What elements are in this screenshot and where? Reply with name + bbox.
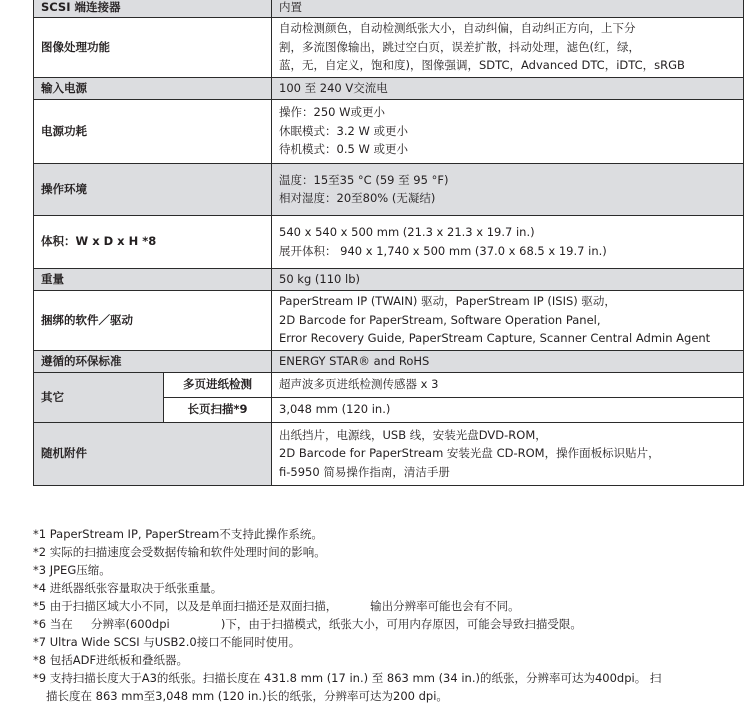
footnote: *5 由于扫描区域大小不同，以及是单面扫描还是双面扫描， 输出分辨率可能也会有不同。	[33, 599, 520, 613]
value-line: 自动检测颜色，自动检测纸张大小，自动纠偏，自动纠正方向，上下分	[279, 21, 636, 36]
footnotes	[33, 525, 748, 705]
row-label: 遵循的环保标准	[34, 350, 272, 372]
spec-row-software	[34, 290, 744, 350]
row-value	[272, 99, 744, 163]
value-line: 待机模式：0.5 W 或更小	[279, 142, 408, 157]
spec-row-power-input	[34, 77, 744, 99]
spec-row-environment	[34, 163, 744, 215]
footnote: *3 JPEG压缩。	[33, 563, 111, 577]
value-line: 蓝，无，自定义，饱和度)，图像强调，SDTC，Advanced DTC，iDTC，sRGB	[279, 58, 685, 73]
row-value: 50 kg (110 lb)	[272, 268, 744, 290]
value-line: 2D Barcode for PaperStream 安装光盘 CD-ROM，操作面板标识贴片，	[279, 446, 660, 461]
row-value	[272, 215, 744, 268]
footnote: *9 支持扫描长度大于A3的纸张。扫描长度在 431.8 mm (17 in.) 至 863 mm (34 in.)的纸张，分辨率可达为400dpi。 扫	[33, 671, 662, 685]
row-value: 3,048 mm (120 in.)	[272, 397, 744, 422]
footnote: *6 当在 分辨率(600dpi )下，由于扫描模式，纸张大小，可用内存原因，可能会导致扫描受限。	[33, 617, 582, 631]
row-value	[272, 163, 744, 215]
value-line: Error Recovery Guide, PaperStream Capture, Scanner Central Admin Agent	[279, 331, 711, 346]
footnote: *2 实际的扫描速度会受数据传输和软件处理时间的影响。	[33, 545, 326, 559]
value-line: PaperStream IP (TWAIN) 驱动，PaperStream IP (ISIS) 驱动，	[279, 294, 616, 309]
spec-row-other-multifeed	[34, 372, 744, 397]
spec-table	[33, 0, 744, 486]
footnote: *1 PaperStream IP, PaperStream不支持此操作系统。	[33, 527, 323, 541]
row-value	[272, 17, 744, 77]
row-label: 重量	[34, 268, 272, 290]
sub-label: 多页进纸检测	[164, 372, 272, 397]
spec-row-dimensions	[34, 215, 744, 268]
row-label: 其它	[34, 372, 164, 422]
row-label: 图像处理功能	[34, 17, 272, 77]
row-label: 输入电源	[34, 77, 272, 99]
spec-row-environmental-standard	[34, 350, 744, 372]
spec-row-scsi	[34, 0, 744, 17]
row-label: SCSI 端连接器	[34, 0, 272, 17]
value-line: 割，多流图像输出，跳过空白页，误差扩散，抖动处理，滤色(红，绿，	[279, 39, 640, 54]
row-value	[272, 422, 744, 485]
row-value: 超声波多页进纸检测传感器 x 3	[272, 372, 744, 397]
value-line: 540 x 540 x 500 mm (21.3 x 21.3 x 19.7 in.)	[279, 225, 535, 239]
value-line: 出纸挡片，电源线，USB 线，安装光盘DVD-ROM，	[279, 427, 547, 442]
value-line: 相对湿度：20至80% (无凝结)	[279, 191, 436, 205]
footnote: *4 进纸器纸张容量取决于纸张重量。	[33, 581, 223, 595]
row-label: 电源功耗	[34, 99, 272, 163]
spec-row-image-processing	[34, 17, 744, 77]
row-value: ENERGY STAR® and RoHS	[272, 350, 744, 372]
row-label: 体积：W x D x H *8	[34, 215, 272, 268]
row-label: 操作环境	[34, 163, 272, 215]
value-line: fi-5950 简易操作指南，清洁手册	[279, 464, 450, 479]
value-line: 温度：15至35 °C (59 至 95 °F)	[279, 172, 449, 187]
spec-row-weight	[34, 268, 744, 290]
value-line: 展开体积： 940 x 1,740 x 500 mm (37.0 x 68.5 x 19.7 in.)	[279, 243, 607, 258]
row-label: 随机附件	[34, 422, 272, 485]
row-label: 捆绑的软件／驱动	[34, 290, 272, 350]
sub-label: 长页扫描*9	[164, 397, 272, 422]
value-line: 休眠模式：3.2 W 或更小	[279, 123, 408, 138]
value-line: 操作：250 W或更小	[279, 105, 385, 120]
value-line: 2D Barcode for PaperStream, Software Operation Panel,	[279, 312, 601, 327]
row-value: 100 至 240 V交流电	[272, 77, 744, 99]
footnote: *8 包括ADF进纸板和叠纸器。	[33, 653, 189, 667]
spec-row-accessories	[34, 422, 744, 485]
footnote: *7 Ultra Wide SCSI 与USB2.0接口不能同时使用。	[33, 635, 301, 649]
row-value	[272, 290, 744, 350]
spec-row-power-consumption	[34, 99, 744, 163]
row-value: 内置	[272, 0, 744, 17]
footnote-continuation: 描长度在 863 mm至3,048 mm (120 in.)长的纸张，分辨率可达为200 dpi。	[46, 689, 448, 703]
